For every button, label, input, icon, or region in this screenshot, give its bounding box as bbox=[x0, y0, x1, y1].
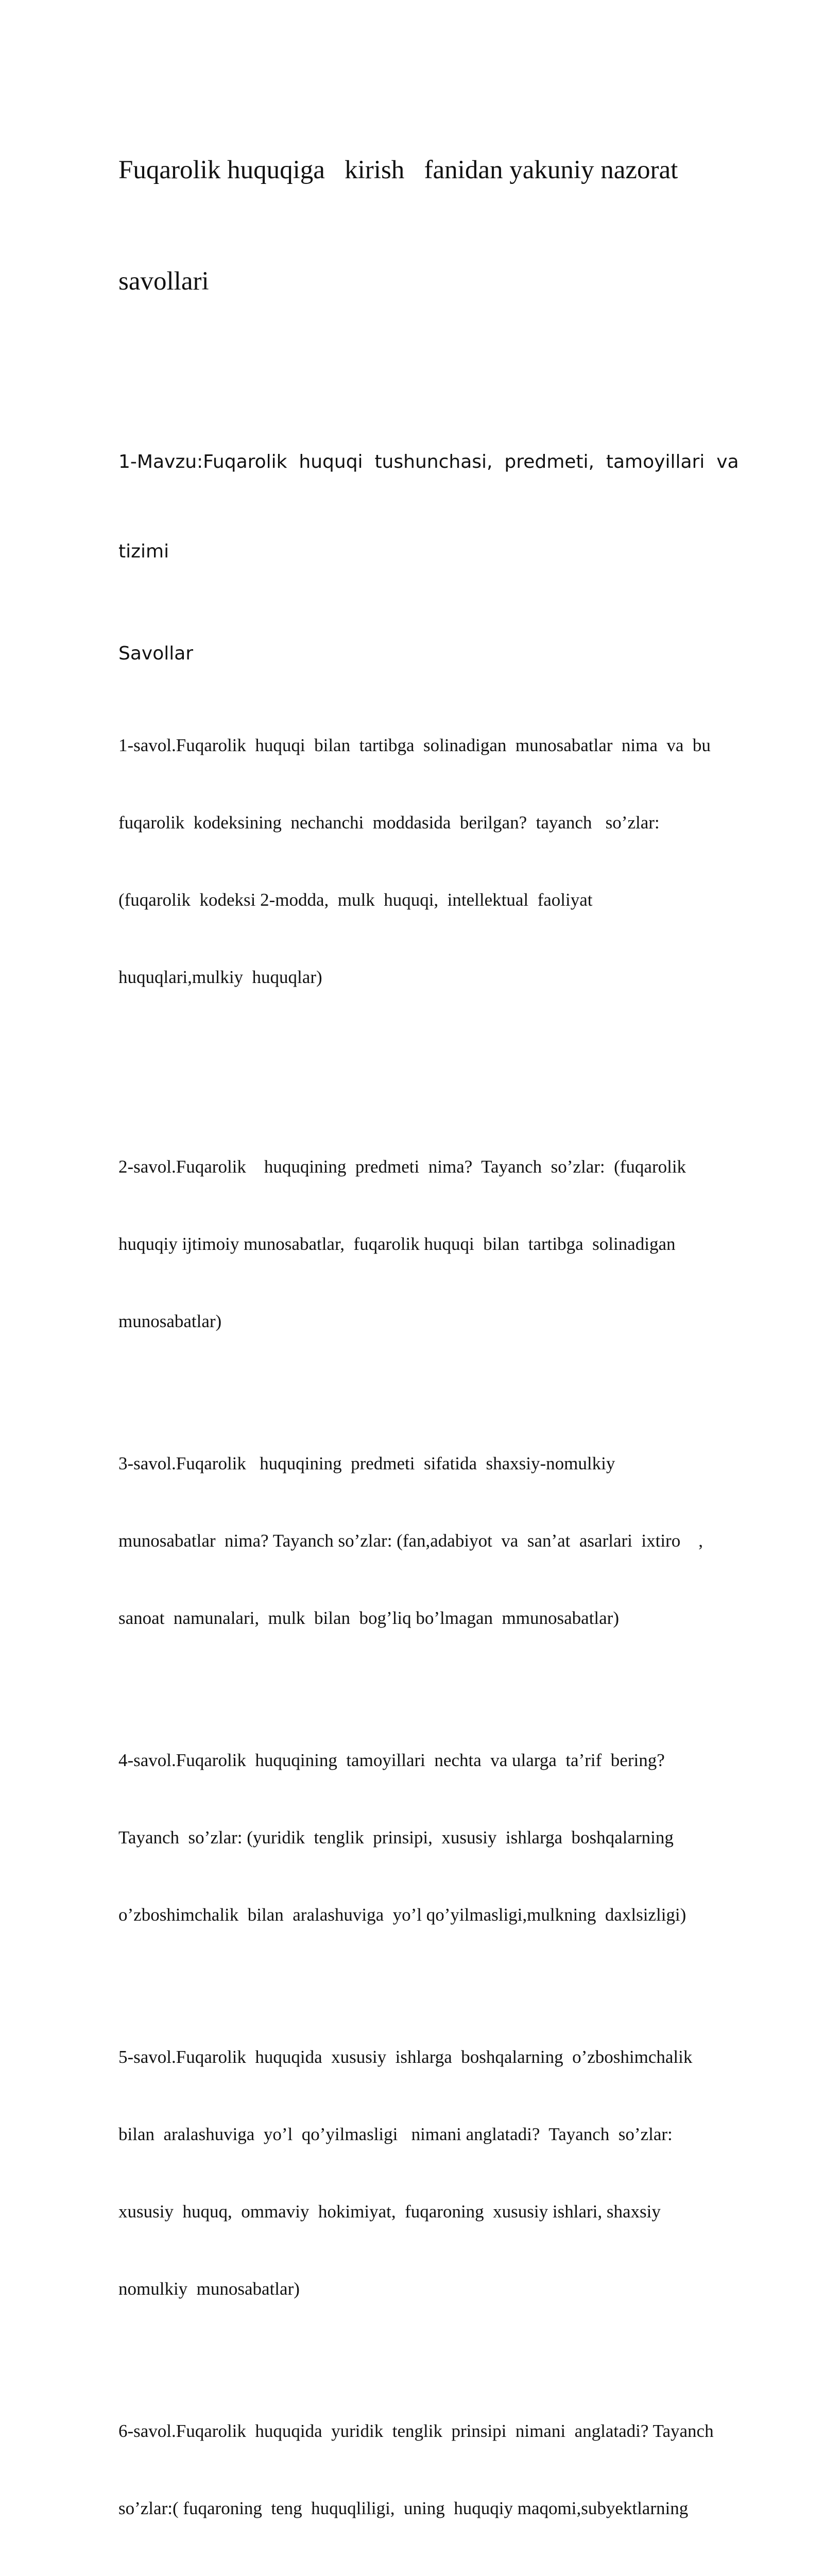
document-title-line: Fuqarolik huquqiga kirish fanidan yakuniy nazorat bbox=[118, 156, 678, 184]
document-title-line: savollari bbox=[118, 267, 209, 296]
question-line: nomulkiy munosabatlar) bbox=[118, 2279, 300, 2299]
question-line: 1-savol.Fuqarolik huquqi bilan tartibga solinadigan munosabatlar nima va bu bbox=[118, 735, 711, 755]
question-line: 5-savol.Fuqarolik huquqida xususiy ishlarga boshqalarning o’zboshimchalik bbox=[118, 2047, 693, 2067]
question-line bbox=[118, 2573, 783, 2576]
question-line: huquqiy ijtimoiy munosabatlar, fuqarolik huquqi bilan tartibga solinadigan bbox=[118, 1234, 676, 1254]
topic-heading-line: tizimi bbox=[118, 541, 169, 562]
question-line: huquqlari,mulkiy huquqlar) bbox=[118, 967, 322, 987]
question-line: xususiy huquq, ommaviy hokimiyat, fuqaroning xususiy ishlari, shaxsiy bbox=[118, 2201, 661, 2222]
question-2 bbox=[118, 1103, 783, 1386]
question-line: so’zlar:( fuqaroning teng huquqliligi, uning huquqiy maqomi,subyektlarning bbox=[118, 2498, 689, 2518]
document-title bbox=[118, 77, 783, 374]
question-line: 3-savol.Fuqarolik huquqining predmeti sifatida shaxsiy-nomulkiy bbox=[118, 1453, 615, 1473]
topic-heading bbox=[118, 387, 783, 626]
section-label: Savollar bbox=[118, 643, 194, 664]
question-line: o’zboshimchalik bilan aralashuviga yo’l qo’yilmasligi,mulkning daxlsizligi) bbox=[118, 1905, 686, 1925]
question-line: Tayanch so’zlar: (yuridik tenglik prinsipi, xususiy ishlarga boshqalarning bbox=[118, 1827, 674, 1848]
question-line: munosabatlar nima? Tayanch so’zlar: (fan,adabiyot va san’at asarlari ixtiro , bbox=[118, 1531, 703, 1551]
question-3 bbox=[118, 1399, 783, 1683]
question-line: munosabatlar) bbox=[118, 1311, 222, 1331]
question-line: fuqarolik kodeksining nechanchi moddasida berilgan? tayanch so’zlar: bbox=[118, 812, 660, 833]
question-line: sanoat namunalari, mulk bilan bog’liq bo’lmagan mmunosabatlar) bbox=[118, 1608, 619, 1628]
document-page bbox=[118, 77, 783, 2576]
question-line: (fuqarolik kodeksi 2-modda, mulk huquqi, intellektual faoliyat bbox=[118, 890, 593, 910]
question-line: 4-savol.Fuqarolik huquqining tamoyillari nechta va ularga ta’rif bering? bbox=[118, 1750, 665, 1770]
question-6 bbox=[118, 2367, 783, 2576]
question-5 bbox=[118, 1993, 783, 2353]
question-line: 6-savol.Fuqarolik huquqida yuridik tenglik prinsipi nimani anglatadi? Tayanch bbox=[118, 2421, 714, 2441]
question-line: 2-savol.Fuqarolik huquqining predmeti nima? Tayanch so’zlar: (fuqarolik bbox=[118, 1157, 686, 1177]
question-line: bilan aralashuviga yo’l qo’yilmasligi nimani anglatadi? Tayanch so’zlar: bbox=[118, 2124, 673, 2144]
question-4 bbox=[118, 1696, 783, 1979]
question-1 bbox=[118, 681, 783, 1042]
topic-heading-line: 1-Mavzu:Fuqarolik huquqi tushunchasi, predmeti, tamoyillari va bbox=[118, 451, 739, 472]
